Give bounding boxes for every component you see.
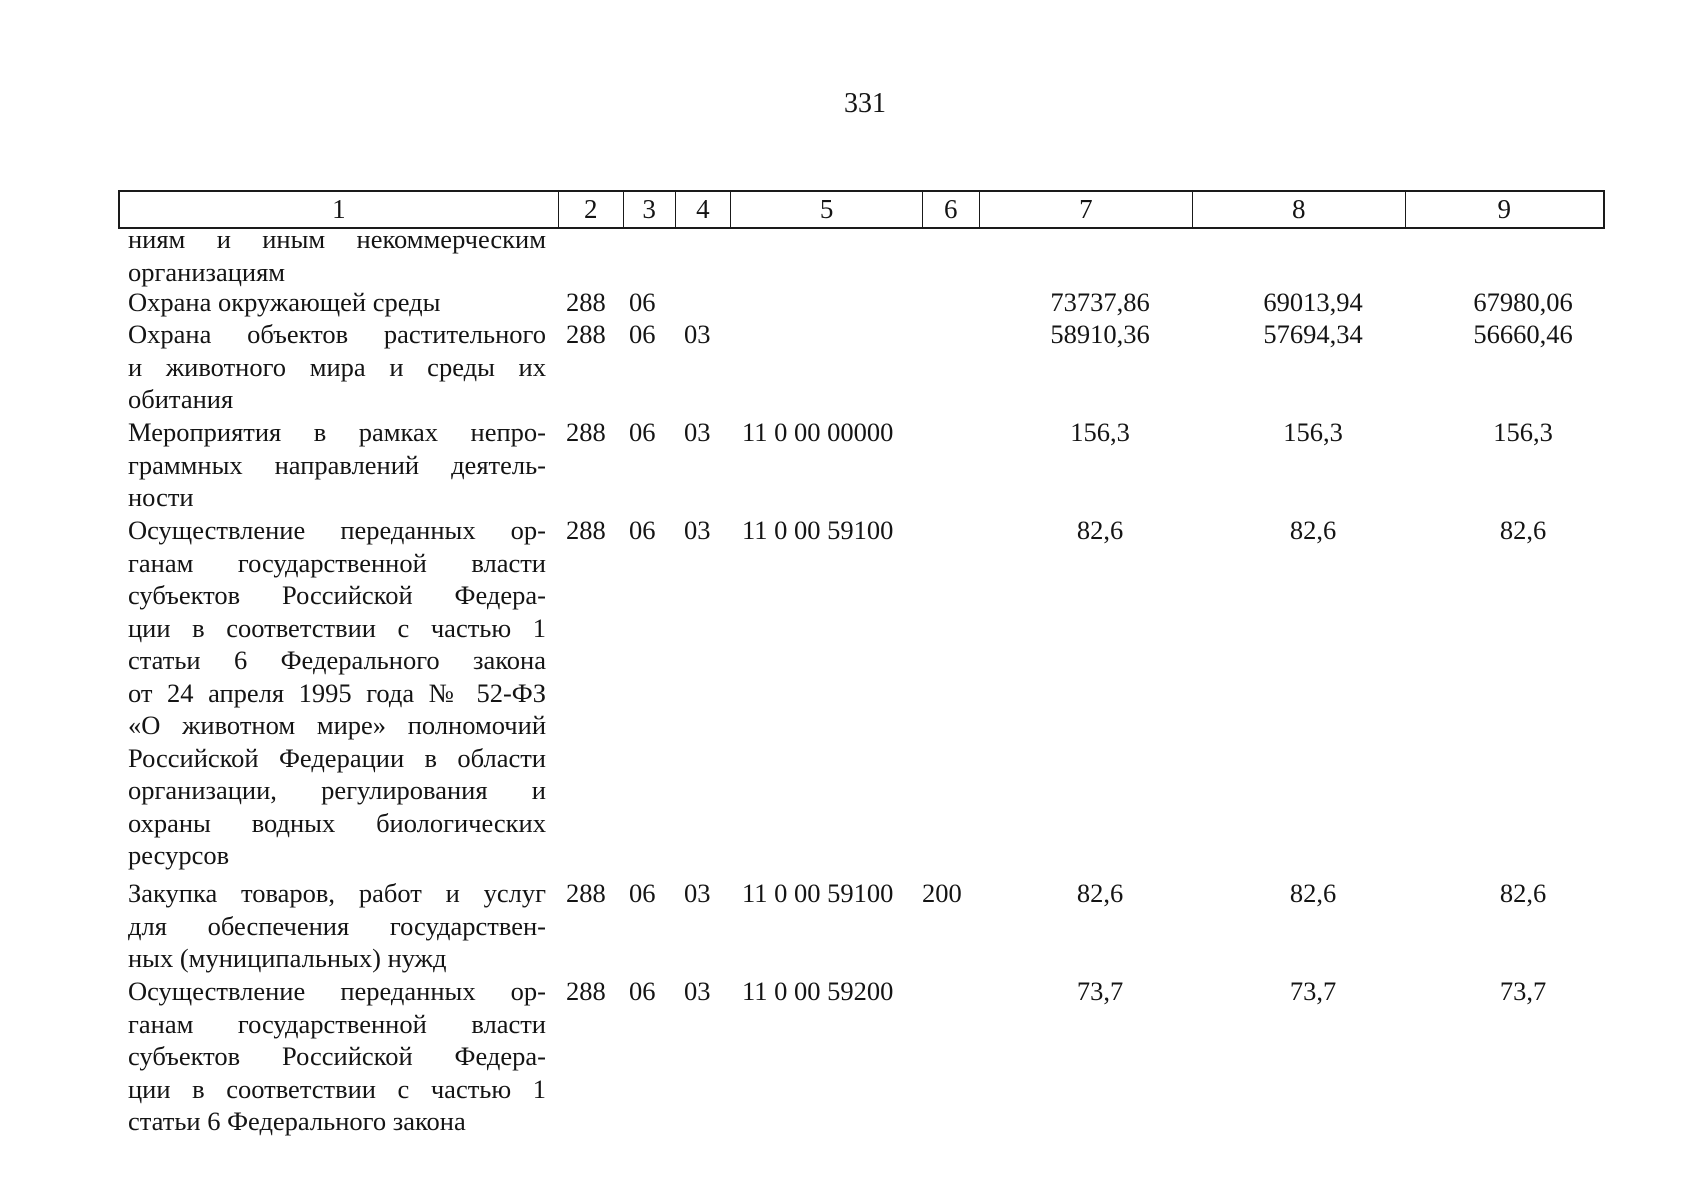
cell-col7: 82,6 (1076, 515, 1124, 545)
description-line: Закупка товаров, работ и услуг (128, 878, 546, 908)
cell-col2: 288 (566, 417, 606, 447)
cell-col2: 288 (566, 319, 606, 349)
row-description (128, 286, 546, 319)
column-header: 5 (731, 192, 922, 227)
cell-col7: 58910,36 (1050, 319, 1150, 349)
description-line: ганам государственной власти (128, 547, 546, 578)
row-description (128, 514, 546, 872)
column-header: 8 (1193, 192, 1405, 227)
cell-col5: 11 0 00 59100 (742, 878, 894, 908)
cell-col9: 82,6 (1499, 878, 1547, 908)
cell-col3: 06 (629, 515, 656, 545)
description-line: для обеспечения государствен- (128, 910, 546, 941)
cell-col5: 11 0 00 00000 (742, 417, 894, 447)
description-line: ганам государственной власти (128, 1008, 546, 1039)
cell-col5: 11 0 00 59100 (742, 515, 894, 545)
description-line: граммных направлений деятель- (128, 449, 546, 480)
row-description (128, 318, 546, 416)
description-line: от 24 апреля 1995 года № 52-ФЗ (128, 677, 546, 708)
page-number: 331 (844, 88, 886, 119)
cell-col3: 06 (629, 878, 656, 908)
cell-col4: 03 (684, 319, 711, 349)
description-line: Мероприятия в рамках непро- (128, 417, 546, 447)
description-line: ции в соответствии с частью 1 (128, 1073, 546, 1104)
description-line: обитания (128, 384, 234, 414)
description-line: ности (128, 482, 194, 512)
description-line: Охрана объектов растительного (128, 319, 546, 349)
column-header: 2 (559, 192, 624, 227)
cell-col3: 06 (629, 287, 656, 317)
column-header: 4 (676, 192, 732, 227)
column-header: 9 (1497, 194, 1511, 224)
cell-col8: 57694,34 (1263, 319, 1363, 349)
cell-col8: 82,6 (1289, 878, 1337, 908)
cell-col4: 03 (684, 976, 711, 1006)
description-line: ных (муниципальных) нужд (128, 943, 447, 973)
cell-col9: 67980,06 (1473, 287, 1573, 317)
description-line: статьи 6 Федерального закона (128, 645, 546, 675)
cell-col2: 288 (566, 976, 606, 1006)
cell-col3: 06 (629, 976, 656, 1006)
row-description (128, 223, 546, 288)
cell-col6: 200 (922, 878, 962, 908)
description-line: организациям (128, 256, 286, 287)
description-line: Осуществление переданных ор- (128, 515, 546, 545)
cell-col4: 03 (684, 878, 711, 908)
cell-col5: 11 0 00 59200 (742, 976, 894, 1006)
column-header: 6 (923, 192, 980, 227)
cell-col8: 69013,94 (1263, 287, 1363, 317)
description-line: организации, регулирования и (128, 775, 546, 805)
cell-col9: 82,6 (1499, 515, 1547, 545)
column-header: 7 (980, 192, 1193, 227)
column-header: 3 (624, 192, 676, 227)
cell-col2: 288 (566, 287, 606, 317)
cell-col9: 56660,46 (1473, 319, 1573, 349)
description-line: «О животном мире» полномочий (128, 710, 546, 740)
cell-col8: 82,6 (1289, 515, 1337, 545)
cell-col9: 73,7 (1499, 976, 1547, 1006)
description-line: субъектов Российской Федера- (128, 1041, 546, 1071)
description-line: Охрана окружающей среды (128, 287, 441, 317)
description-line: статьи 6 Федерального закона (128, 1106, 466, 1136)
description-line: и животного мира и среды их (128, 351, 546, 382)
column-header: 1 (120, 192, 559, 227)
description-line: ниям и иным некоммерческим (128, 224, 546, 254)
description-line: Российской Федерации в области (128, 742, 546, 773)
cell-col4: 03 (684, 417, 711, 447)
cell-col2: 288 (566, 515, 606, 545)
description-line: ресурсов (128, 840, 230, 870)
row-description (128, 975, 546, 1138)
description-line: Осуществление переданных ор- (128, 976, 546, 1006)
cell-col8: 73,7 (1289, 976, 1337, 1006)
cell-col7: 82,6 (1076, 878, 1124, 908)
cell-col4: 03 (684, 515, 711, 545)
cell-col7: 73,7 (1076, 976, 1124, 1006)
cell-col3: 06 (629, 319, 656, 349)
description-line: субъектов Российской Федера- (128, 580, 546, 610)
cell-col2: 288 (566, 878, 606, 908)
row-description (128, 877, 546, 975)
cell-col9: 156,3 (1493, 417, 1553, 447)
cell-col7: 156,3 (1070, 417, 1130, 447)
cell-col8: 156,3 (1283, 417, 1343, 447)
description-line: охраны водных биологических (128, 807, 546, 838)
cell-col7: 73737,86 (1050, 287, 1150, 317)
row-description (128, 416, 546, 514)
cell-col3: 06 (629, 417, 656, 447)
description-line: ции в соответствии с частью 1 (128, 612, 546, 643)
